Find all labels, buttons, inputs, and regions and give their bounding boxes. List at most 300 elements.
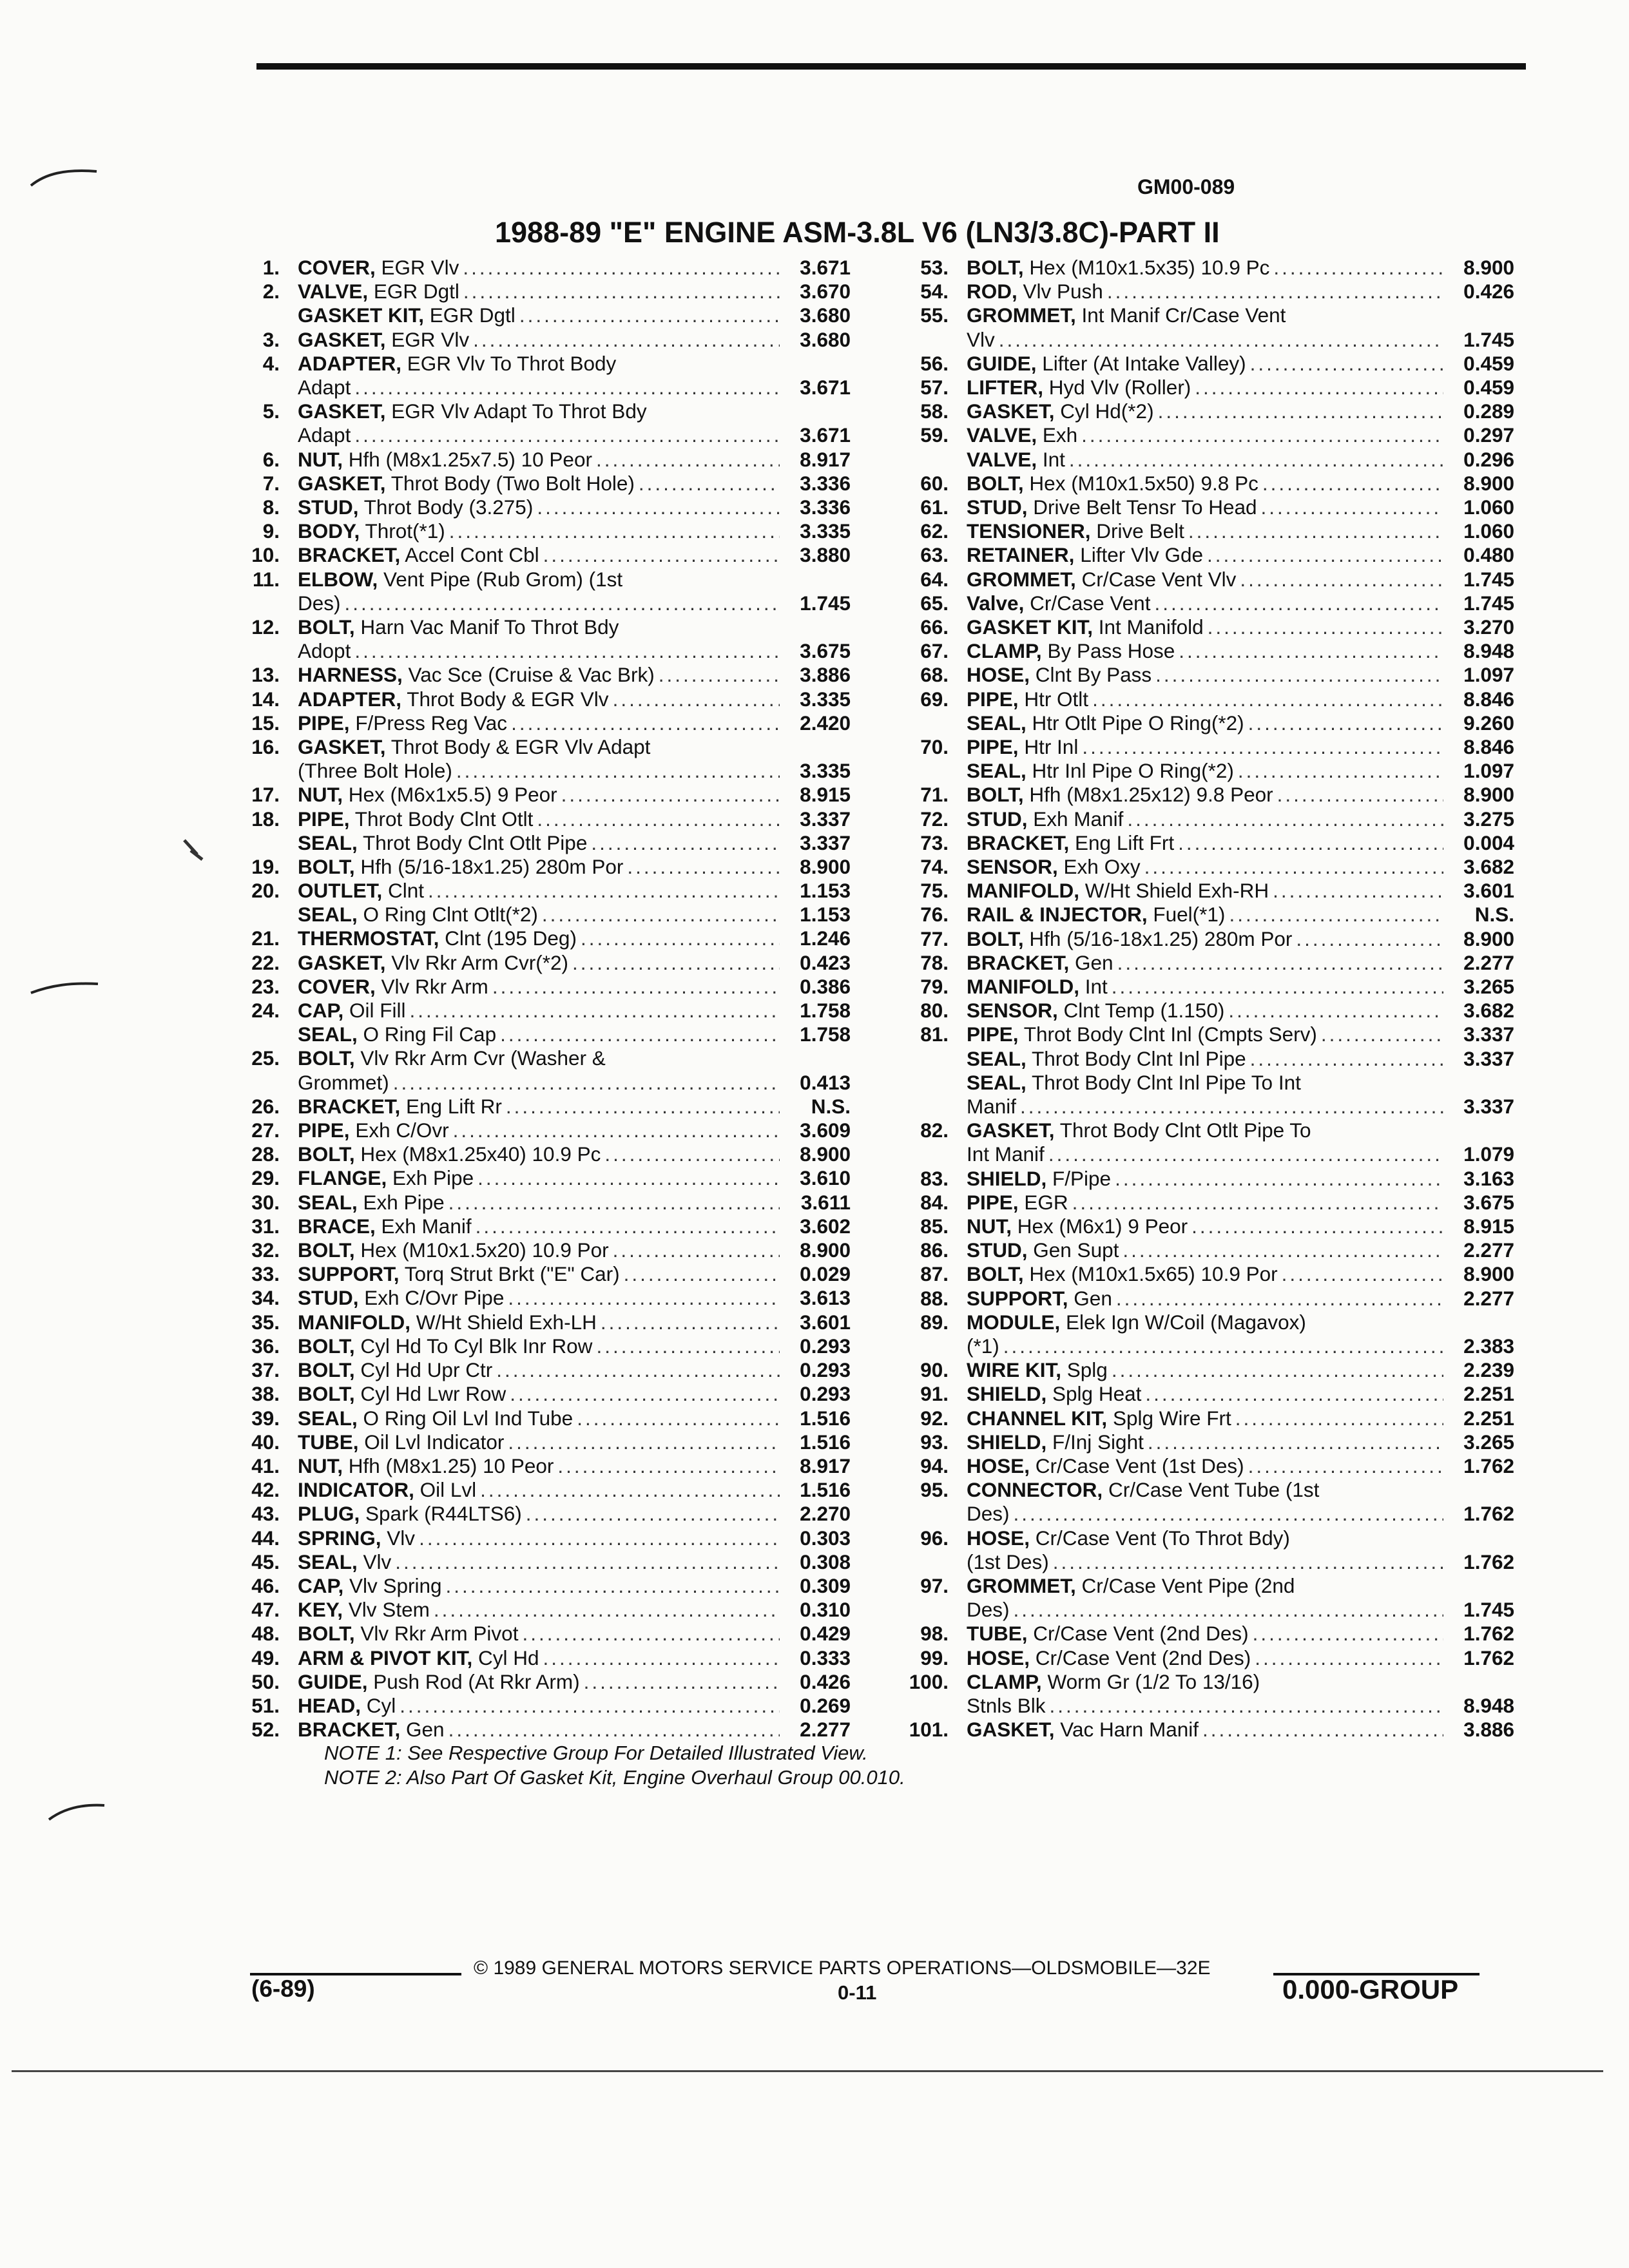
- item-number: 84.: [920, 1190, 949, 1214]
- item-number: 101.: [909, 1718, 949, 1742]
- part-detail: Harn Vac Manif To Throt Bdy: [360, 615, 619, 639]
- item-description: [967, 1023, 1514, 1046]
- parts-row: [231, 1334, 851, 1358]
- item-description: [967, 423, 1514, 447]
- dot-leader: [473, 328, 780, 352]
- group-number: 3.682: [1463, 855, 1514, 878]
- parts-row: [231, 543, 851, 567]
- group-number: 3.886: [1463, 1718, 1514, 1742]
- document-code: GM00-089: [1137, 175, 1235, 198]
- group-number: 0.293: [800, 1334, 851, 1358]
- parts-row: [899, 256, 1514, 280]
- part-detail: EGR: [1024, 1190, 1068, 1214]
- group-number: 0.289: [1463, 399, 1514, 423]
- part-detail: Clnt: [388, 879, 425, 903]
- parts-row: [231, 568, 851, 615]
- group-number: 1.758: [800, 1023, 851, 1046]
- dot-leader: [1158, 399, 1443, 423]
- group-number: 3.337: [800, 831, 851, 854]
- part-name: CONNECTOR,: [967, 1478, 1103, 1502]
- parts-row: [231, 256, 851, 280]
- dot-leader: [354, 376, 780, 399]
- item-description: [298, 1166, 851, 1190]
- item-number: 50.: [251, 1669, 280, 1693]
- item-number: 57.: [920, 375, 949, 399]
- item-description: [967, 1215, 1514, 1238]
- part-detail: Hex (M10x1.5x20) 10.9 Por: [360, 1238, 609, 1262]
- item-description: [298, 495, 851, 519]
- item-number: 95.: [920, 1478, 949, 1502]
- part-detail: Des): [967, 1502, 1010, 1526]
- item-description: [298, 352, 851, 399]
- group-number: 3.336: [800, 495, 851, 519]
- part-detail: Torq Strut Brkt ("E" Car): [404, 1262, 620, 1286]
- dot-leader: [1255, 1646, 1443, 1670]
- part-detail: Gen Supt: [1033, 1238, 1119, 1262]
- group-number: 3.270: [1463, 615, 1514, 639]
- dot-leader: [596, 448, 780, 472]
- dot-leader: [1282, 1262, 1443, 1286]
- item-description: [298, 1382, 851, 1406]
- margin-mark: [178, 835, 210, 867]
- part-detail: EGR Vlv: [381, 256, 459, 279]
- part-name: GASKET,: [967, 1119, 1055, 1142]
- dot-leader: [537, 807, 780, 831]
- part-detail: Des): [298, 591, 341, 615]
- part-name: GASKET,: [298, 327, 386, 351]
- notes: [324, 1741, 905, 1790]
- parts-row: [231, 1502, 851, 1526]
- group-number: 3.680: [800, 327, 851, 351]
- item-description: [967, 1167, 1514, 1191]
- part-detail: Hex (M10x1.5x50) 9.8 Pc: [1029, 471, 1258, 495]
- parts-row: [231, 1646, 851, 1670]
- group-number: 0.297: [1463, 423, 1514, 447]
- margin-mark: [26, 970, 103, 1002]
- parts-row: [899, 303, 1514, 351]
- part-detail: (Three Bolt Hole): [298, 759, 452, 783]
- part-name: BOLT,: [298, 854, 355, 878]
- part-name: PIPE,: [298, 807, 350, 831]
- parts-row: [899, 831, 1514, 855]
- item-number: 86.: [920, 1238, 949, 1262]
- parts-row: [899, 999, 1514, 1023]
- item-description: [967, 495, 1514, 519]
- dot-leader: [1154, 591, 1443, 615]
- parts-row: [231, 352, 851, 399]
- part-name: GASKET,: [967, 399, 1055, 423]
- item-number: 63.: [920, 543, 949, 567]
- part-detail: Gen: [1075, 950, 1113, 974]
- part-detail: Exh Pipe: [392, 1166, 474, 1190]
- group-number: 0.296: [1463, 447, 1514, 471]
- item-description: [967, 519, 1514, 543]
- item-number: 56.: [920, 351, 949, 375]
- parts-row: [231, 1407, 851, 1430]
- part-name: HEAD,: [298, 1693, 361, 1717]
- group-number: 1.516: [800, 1406, 851, 1430]
- item-number: 43.: [251, 1502, 280, 1526]
- item-description: [298, 1502, 851, 1526]
- part-name: CLAMP,: [967, 1669, 1042, 1693]
- part-name: BRACKET,: [298, 1094, 401, 1118]
- part-name: GROMMET,: [967, 1573, 1076, 1597]
- part-name: ADAPTER,: [298, 351, 402, 375]
- part-name: MANIFOLD,: [967, 975, 1079, 999]
- dot-leader: [1048, 1142, 1443, 1166]
- part-name: GASKET KIT,: [967, 615, 1094, 639]
- item-description: [298, 711, 851, 735]
- item-number: 25.: [251, 1046, 280, 1070]
- parts-row: [899, 1646, 1514, 1670]
- dot-leader: [476, 1215, 780, 1238]
- part-detail: Hfh (M8x1.25x12) 9.8 Peor: [1029, 783, 1273, 807]
- parts-row: [899, 399, 1514, 423]
- parts-row: [231, 855, 851, 879]
- dot-leader: [506, 1095, 780, 1119]
- item-number: 98.: [920, 1622, 949, 1646]
- group-number: 2.277: [800, 1718, 851, 1742]
- part-detail: F/Inj Sight: [1052, 1430, 1144, 1454]
- part-detail: Lifter Vlv Gde: [1080, 543, 1204, 567]
- part-detail: EGR Dgtl: [373, 280, 459, 303]
- group-number: 0.386: [800, 974, 851, 998]
- item-description: [298, 1358, 851, 1382]
- part-name: BOLT,: [298, 1334, 355, 1358]
- part-detail: Vlv: [967, 327, 995, 351]
- item-description: [967, 568, 1514, 591]
- part-detail: F/Pipe: [1052, 1166, 1112, 1190]
- group-number: 8.900: [1463, 471, 1514, 495]
- item-number: 34.: [251, 1286, 280, 1310]
- part-name: PIPE,: [967, 687, 1019, 711]
- parts-row: [231, 1718, 851, 1742]
- group-number: 0.310: [800, 1598, 851, 1622]
- dot-leader: [577, 1407, 780, 1430]
- parts-row: [231, 999, 851, 1023]
- group-number: 3.886: [800, 663, 851, 687]
- item-description: [298, 1670, 851, 1694]
- group-number: 3.602: [800, 1214, 851, 1238]
- group-number: 8.900: [1463, 927, 1514, 950]
- part-detail: Cr/Case Vent Pipe (2nd: [1081, 1573, 1295, 1597]
- group-number: N.S.: [811, 1094, 851, 1118]
- dot-leader: [1053, 1550, 1443, 1574]
- parts-row: [899, 1382, 1514, 1406]
- part-name: PIPE,: [967, 1023, 1019, 1046]
- dot-leader: [584, 1670, 780, 1694]
- parts-row: [231, 735, 851, 783]
- item-description: [298, 519, 851, 543]
- dot-leader: [1148, 1430, 1443, 1454]
- dot-leader: [522, 1622, 780, 1646]
- dot-leader: [543, 1646, 780, 1670]
- item-description: [298, 1142, 851, 1166]
- dot-leader: [354, 423, 780, 447]
- parts-row: [899, 759, 1514, 783]
- parts-row: [231, 711, 851, 735]
- part-name: BOLT,: [298, 1382, 355, 1406]
- item-description: [298, 807, 851, 831]
- item-description: [967, 831, 1514, 855]
- part-name: PIPE,: [298, 1119, 350, 1142]
- dot-leader: [1228, 999, 1443, 1023]
- parts-row: [899, 568, 1514, 591]
- item-number: 49.: [251, 1646, 280, 1669]
- item-description: [967, 1407, 1514, 1430]
- item-description: [298, 783, 851, 807]
- item-number: 27.: [251, 1119, 280, 1142]
- item-number: 23.: [251, 974, 280, 998]
- dot-leader: [572, 951, 780, 975]
- part-name: STUD,: [967, 1238, 1028, 1262]
- parts-row: [231, 663, 851, 687]
- dot-leader: [1191, 1215, 1443, 1238]
- parts-row: [899, 927, 1514, 951]
- item-description: [298, 472, 851, 495]
- dot-leader: [627, 855, 780, 879]
- bottom-rule: [12, 2070, 1603, 2072]
- part-detail: Vlv Rkr Arm Cvr (Washer &: [360, 1046, 606, 1070]
- part-name: THERMOSTAT,: [298, 927, 439, 950]
- item-description: [967, 999, 1514, 1023]
- part-detail: Throt Body Clnt Otlt Pipe To: [1059, 1119, 1311, 1142]
- dot-leader: [1277, 783, 1443, 807]
- dot-leader: [393, 1071, 780, 1095]
- part-detail: Exh C/Ovr: [355, 1119, 449, 1142]
- item-description: [298, 1334, 851, 1358]
- item-number: 100.: [909, 1669, 949, 1693]
- item-number: 80.: [920, 999, 949, 1023]
- item-description: [967, 1574, 1514, 1622]
- part-name: HOSE,: [967, 663, 1030, 687]
- dot-leader: [1207, 543, 1443, 567]
- item-number: 17.: [251, 783, 280, 807]
- item-description: [967, 448, 1514, 472]
- item-description: [298, 1454, 851, 1478]
- item-description: [298, 831, 851, 855]
- parts-row: [231, 951, 851, 975]
- dot-leader: [1250, 352, 1443, 376]
- item-number: 73.: [920, 831, 949, 854]
- part-name: OUTLET,: [298, 879, 383, 903]
- part-detail: Exh Pipe: [363, 1190, 445, 1214]
- part-name: BOLT,: [298, 1046, 355, 1070]
- item-description: [967, 783, 1514, 807]
- part-name: STUD,: [298, 495, 359, 519]
- dot-leader: [604, 1142, 780, 1166]
- part-name: SENSOR,: [967, 855, 1058, 878]
- part-detail: Int Manifold: [1098, 615, 1204, 639]
- part-detail: Cyl Hd Lwr Row: [360, 1382, 506, 1406]
- group-number: 1.745: [1463, 567, 1514, 591]
- item-description: [298, 903, 851, 927]
- group-number: 8.900: [800, 854, 851, 878]
- group-number: 0.429: [800, 1622, 851, 1646]
- note-2: NOTE 2: Also Part Of Gasket Kit, Engine Overhaul Group 00.010.: [324, 1766, 905, 1789]
- item-description: [298, 1215, 851, 1238]
- item-description: [967, 639, 1514, 663]
- part-detail: Exh C/Ovr Pipe: [364, 1286, 505, 1310]
- part-name: VALVE,: [298, 280, 369, 303]
- item-number: 61.: [920, 495, 949, 519]
- item-number: 39.: [251, 1406, 280, 1430]
- part-detail: Exh: [1042, 423, 1078, 447]
- parts-row: [899, 879, 1514, 903]
- parts-row: [231, 1262, 851, 1286]
- item-number: 90.: [920, 1358, 949, 1382]
- dot-leader: [453, 1119, 780, 1142]
- item-description: [967, 951, 1514, 975]
- group-number: 3.670: [800, 280, 851, 303]
- part-detail: O Ring Oil Lvl Ind Tube: [363, 1406, 574, 1430]
- item-description: [967, 1526, 1514, 1574]
- item-description: [298, 543, 851, 567]
- part-detail: Htr Inl Pipe O Ring(*2): [1032, 759, 1234, 783]
- group-number: 0.459: [1463, 375, 1514, 399]
- dot-leader: [601, 1311, 780, 1334]
- item-number: 91.: [920, 1382, 949, 1406]
- part-detail: Cr/Case Vent (To Throt Bdy): [1035, 1526, 1290, 1550]
- item-description: [967, 591, 1514, 615]
- item-number: 9.: [262, 519, 280, 543]
- parts-row: [231, 807, 851, 831]
- item-description: [298, 999, 851, 1023]
- parts-row: [231, 1382, 851, 1406]
- part-detail: Eng Lift Rr: [406, 1094, 502, 1118]
- parts-row: [231, 472, 851, 495]
- item-description: [298, 448, 851, 472]
- dot-leader: [526, 1502, 780, 1526]
- group-number: 8.948: [1463, 639, 1514, 663]
- parts-row: [231, 1358, 851, 1382]
- part-name: BRACKET,: [298, 543, 401, 567]
- item-description: [967, 256, 1514, 280]
- group-number: 3.675: [800, 639, 851, 663]
- parts-row: [231, 495, 851, 519]
- part-name: STUD,: [967, 807, 1028, 831]
- parts-row: [231, 1142, 851, 1166]
- part-name: BOLT,: [967, 927, 1024, 950]
- part-name: GASKET,: [298, 471, 386, 495]
- parts-row: [899, 711, 1514, 735]
- part-name: Valve,: [967, 591, 1025, 615]
- item-description: [967, 1238, 1514, 1262]
- item-number: 77.: [920, 927, 949, 950]
- part-name: BOLT,: [298, 615, 355, 639]
- dot-leader: [448, 1191, 780, 1215]
- item-description: [967, 399, 1514, 423]
- item-description: [298, 879, 851, 903]
- parts-row: [899, 376, 1514, 399]
- group-number: 0.426: [800, 1669, 851, 1693]
- dot-leader: [1188, 519, 1443, 543]
- part-detail: Int: [1084, 975, 1108, 999]
- part-detail: W/Ht Shield Exh-RH: [1084, 879, 1269, 903]
- group-number: 0.333: [800, 1646, 851, 1669]
- part-detail: O Ring Fil Cap: [363, 1023, 497, 1046]
- item-number: 96.: [920, 1526, 949, 1550]
- dot-leader: [1123, 1238, 1443, 1262]
- part-detail: Cyl Hd Upr Ctr: [360, 1358, 493, 1382]
- group-number: 0.426: [1463, 280, 1514, 303]
- part-name: GASKET KIT,: [298, 303, 425, 327]
- part-detail: Oil Lvl Indicator: [364, 1430, 505, 1454]
- group-number: 1.060: [1463, 495, 1514, 519]
- part-detail: Clnt (195 Deg): [445, 927, 577, 950]
- item-number: 83.: [920, 1166, 949, 1190]
- parts-row: [899, 1430, 1514, 1454]
- part-detail: Eng Lift Frt: [1075, 831, 1175, 854]
- parts-row: [899, 1047, 1514, 1071]
- item-description: [967, 687, 1514, 711]
- dot-leader: [409, 999, 780, 1023]
- dot-leader: [446, 1574, 780, 1598]
- part-name: FLANGE,: [298, 1166, 387, 1190]
- part-name: WIRE KIT,: [967, 1358, 1061, 1382]
- item-description: [298, 1095, 851, 1119]
- dot-leader: [480, 1478, 780, 1502]
- group-number: 3.611: [800, 1190, 851, 1214]
- group-number: 0.309: [800, 1573, 851, 1597]
- parts-row: [899, 495, 1514, 519]
- part-detail: Htr Inl: [1024, 735, 1079, 758]
- part-name: BOLT,: [298, 1142, 355, 1166]
- item-number: 78.: [920, 950, 949, 974]
- part-name: GUIDE,: [298, 1669, 368, 1693]
- part-detail: Cr/Case Vent: [1030, 591, 1151, 615]
- group-number: 3.337: [1463, 1095, 1514, 1118]
- part-name: PIPE,: [298, 711, 350, 735]
- parts-row: [899, 807, 1514, 831]
- part-name: COVER,: [298, 974, 376, 998]
- item-number: 41.: [251, 1454, 280, 1477]
- part-name: CAP,: [298, 1573, 344, 1597]
- item-number: 82.: [920, 1119, 949, 1142]
- dot-leader: [508, 1430, 780, 1454]
- item-description: [298, 1286, 851, 1310]
- parts-row: [899, 1622, 1514, 1646]
- part-name: GASKET,: [298, 735, 386, 758]
- group-number: 2.420: [800, 711, 851, 735]
- item-number: 79.: [920, 975, 949, 999]
- part-detail: Cyl Hd(*2): [1060, 399, 1154, 423]
- part-detail: Vlv Spring: [349, 1573, 442, 1597]
- parts-row: [899, 639, 1514, 663]
- group-number: 1.153: [800, 903, 851, 927]
- dot-leader: [1072, 1191, 1443, 1215]
- item-description: [298, 927, 851, 950]
- parts-row: [231, 1622, 851, 1646]
- parts-row: [231, 1574, 851, 1598]
- item-description: [967, 903, 1514, 927]
- item-number: 8.: [262, 495, 280, 519]
- item-description: [298, 1046, 851, 1094]
- part-name: HOSE,: [967, 1454, 1030, 1477]
- parts-row: [231, 975, 851, 999]
- part-name: BOLT,: [967, 471, 1024, 495]
- part-detail: Hfh (M8x1.25) 10 Peor: [348, 1454, 554, 1477]
- group-number: 1.153: [800, 879, 851, 903]
- dot-leader: [419, 1526, 780, 1550]
- group-number: 3.610: [800, 1166, 851, 1190]
- group-number: 1.758: [800, 999, 851, 1023]
- parts-row: [899, 1262, 1514, 1286]
- group-number: 3.675: [1463, 1190, 1514, 1214]
- parts-row: [899, 1215, 1514, 1238]
- part-name: BOLT,: [967, 256, 1024, 279]
- group-number: 1.246: [800, 927, 851, 950]
